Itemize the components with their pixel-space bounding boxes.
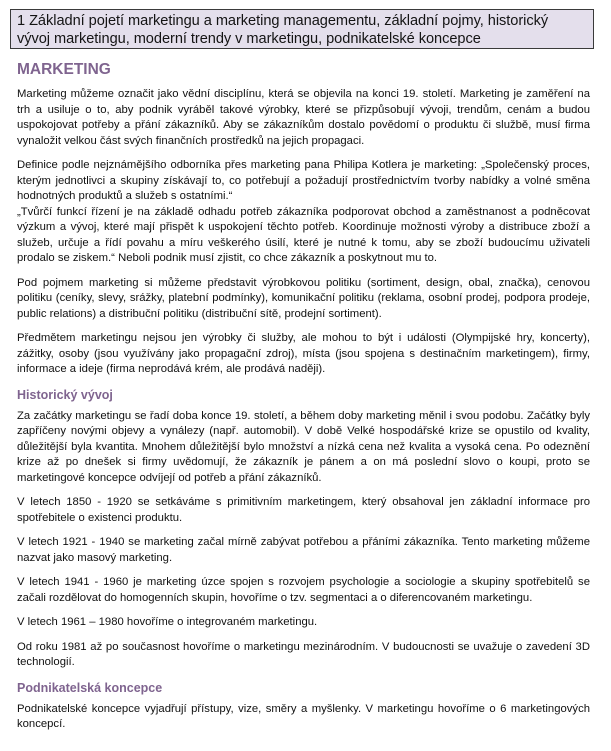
chapter-title-line-1: 1 Základní pojetí marketingu a marketing managementu, základní pojmy, historický [17, 13, 549, 29]
section-heading-history: Historický vývoj [17, 387, 113, 402]
paragraph: Od roku 1981 až po současnost hovoříme o marketingu mezinárodním. V budoucnosti se uvažuje o zavedení 3D technologií. [17, 640, 590, 668]
paragraph: Definice podle nejznámějšího odborníka přes marketing pana Philipa Kotlera je marketing: „Společenský proces, kterým jednotlivci a skupiny získávají to, co potřebují a požadují prostřednictvím tvorby nabídky a volné směna hodnotných produktů a služeb s ostatními.“ [17, 159, 590, 202]
paragraph: V letech 1941 - 1960 je marketing úzce spojen s rozvojem psychologie a sociologie a skupiny spotřebitelů se začali rozdělovat do homogenních skupin, hovoříme o tzv. segmentaci a o diferencovaném marketingu. [17, 576, 590, 604]
paragraph: V letech 1961 – 1980 hovoříme o integrovaném marketingu. [17, 616, 318, 628]
paragraph: Za začátky marketingu se řadí doba konce 19. století, a během doby marketing měnil i svou podobu. Začátky byly zapříčeny novými objevy a vynálezy (např. automobil). V době Velké hospodářské krize se opustilo od kvality, důležitější byla kvantita. Mnohem důležitější bylo množství a nízká cena než kvalita a vysoká cena. Po odeznění krize až po dnešek si firmy uvědomují, že zákazník je pánem a on má poslední slovo o koupi, proto se marketingové koncepce odvíjejí od potřeb a přání zákazníků. [17, 409, 590, 484]
paragraph: Marketing můžeme označit jako vědní disciplínu, která se objevila na konci 19. století. Marketing je zaměření na trh a usiluje o to, aby podnik vyráběl takové výrobky, které se přizpůsobují vývoji, trendům, cenám a budou uspokojovat potřeby a přání zákazníků. Aby se zákazníkům dostalo povědomí o produktu či službě, musí firma vynaložit velkou část svých finančních prostředků na jejich propagaci. [17, 88, 590, 147]
section-heading-marketing: MARKETING [17, 61, 111, 78]
document-body [17, 60, 590, 742]
paragraph: V letech 1921 - 1940 se marketing začal mírně zabývat potřebou a přáními zákazníka. Tento marketing můžeme nazvat jako masový marketing. [17, 536, 590, 564]
paragraph: V letech 1850 - 1920 se setkáváme s primitivním marketingem, který obsahoval jen základní informace pro spotřebitele o existenci produktu. [17, 496, 590, 524]
paragraph: „Tvůrčí funkcí řízení je na základě odhadu potřeb zákazníka podporovat obchod a zaměstnanost a podněcovat výzkum a vývoj, které mají přispět k uspokojení těchto potřeb. Koordinuje možnosti výroby a distribuce zboží a služeb, určuje a řídí povahu a míru veškerého úsilí, které je nutné k tomu, aby se zboží budoucímu uživateli prodalo se ziskem.“ Neboli podnik musí zjistit, co chce zákazník a poskytnout mu to. [17, 205, 590, 264]
paragraph: Podnikatelské koncepce vyjadřují přístupy, vize, směry a myšlenky. V marketingu hovoříme o 6 marketingových koncepcí. [17, 702, 590, 730]
section-heading-concepts: Podnikatelská koncepce [17, 680, 163, 695]
chapter-title-box [10, 9, 594, 49]
chapter-title-line-2: vývoj marketingu, moderní trendy v marketingu, podnikatelské koncepce [17, 31, 481, 47]
paragraph: Pod pojmem marketing si můžeme představit výrobkovou politiku (sortiment, design, obal, značka), cenovou politiku (ceníky, slevy, srážky, platební podmínky), komunikační politiku (reklama, osobní prodej, podpora prodeje, public relations) a distribuční politiku (distribuční sítě, prodejní sortiment). [17, 276, 590, 320]
paragraph: Předmětem marketingu nejsou jen výrobky či služby, ale mohou to být i události (Olympijské hry, koncerty), zážitky, osoby (jsou využívány jako propagační zdroj), místa (jsou spojena s destinačním marketingem), firmy, informace a ideje (firma neprodává krém, ale prodává naději). [17, 332, 590, 375]
